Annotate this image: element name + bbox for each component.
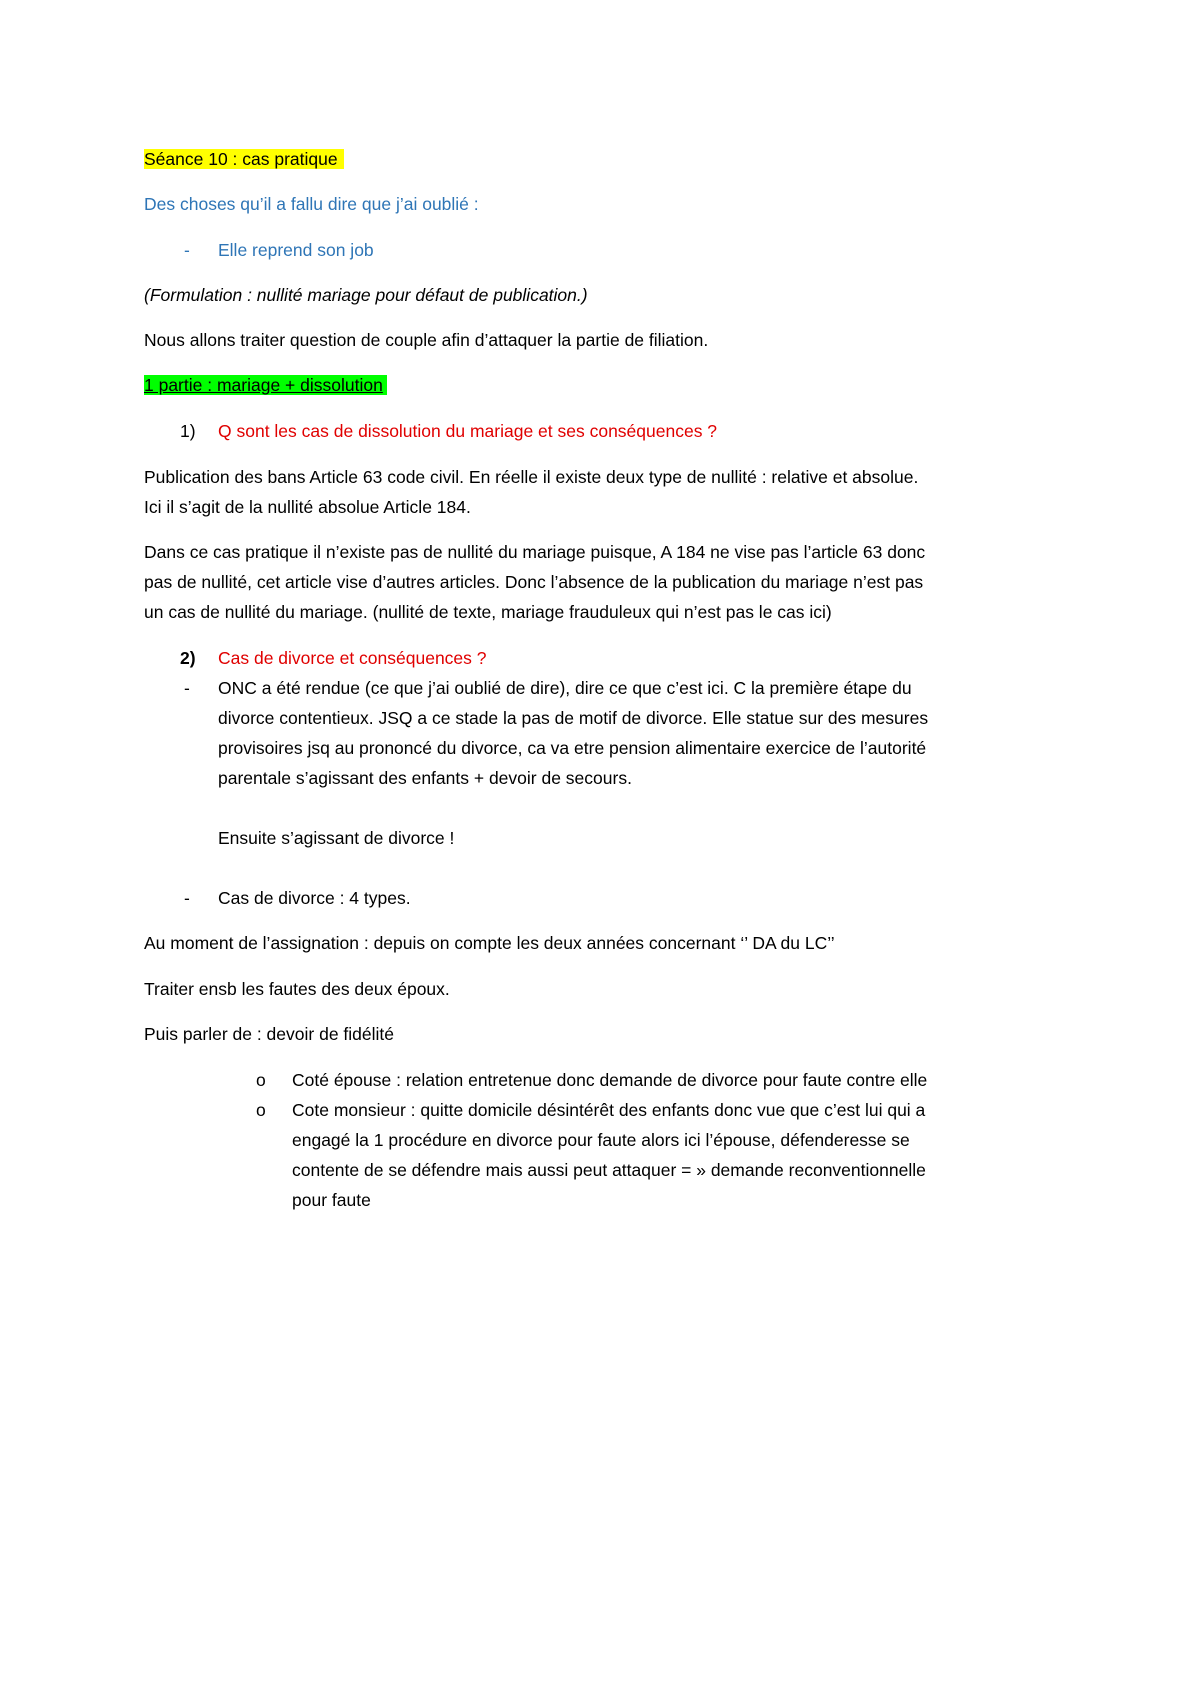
document-title — [144, 144, 1064, 174]
paragraph-nullite — [144, 537, 1064, 627]
cas-divorce-text: Cas de divorce : 4 types. — [218, 888, 411, 908]
q1-text: Q sont les cas de dissolution du mariage et ses conséquences ? — [218, 421, 718, 441]
paragraph-line: un cas de nullité du mariage. (nullité de texte, mariage frauduleux qui n’est pas le cas ici) — [144, 602, 832, 622]
paragraph-publication — [144, 462, 1064, 522]
question-2 — [144, 643, 1064, 673]
paragraph-line: Ici il s’agit de la nullité absolue Article 184. — [144, 497, 471, 517]
assignation-paragraph: Au moment de l’assignation : depuis on compte les deux années concernant ‘’ DA du LC’’ — [144, 933, 835, 953]
onc-line: provisoires jsq au prononcé du divorce, ca va etre pension alimentaire exercice de l’autorité — [218, 738, 927, 758]
traiter-paragraph: Traiter ensb les fautes des deux époux. — [144, 979, 450, 999]
dash-marker: - — [184, 678, 190, 698]
onc-line: parentale s’agissant des enfants + devoir de secours. — [218, 768, 632, 788]
puis-paragraph: Puis parler de : devoir de fidélité — [144, 1024, 394, 1044]
sub-item-epouse — [144, 1065, 1064, 1095]
sub-item-monsieur — [144, 1095, 1064, 1215]
q2-number: 2) — [180, 648, 196, 668]
dash-marker: - — [184, 240, 190, 260]
sub-item-line: engagé la 1 procédure en divorce pour faute alors ici l’épouse, défenderesse se — [292, 1130, 910, 1150]
paragraph-line: Dans ce cas pratique il n’existe pas de nullité du mariage puisque, A 184 ne vise pas l’article 63 donc — [144, 542, 926, 562]
sub-item-line: Cote monsieur : quitte domicile désintérêt des enfants donc vue que c’est lui qui a — [292, 1100, 926, 1120]
formulation-note: (Formulation : nullité mariage pour défaut de publication.) — [144, 285, 588, 305]
cas-divorce-item — [144, 883, 1064, 913]
title-highlight: Séance 10 : cas pratique — [144, 149, 344, 169]
part1-highlight: 1 partie : mariage + dissolution — [144, 375, 387, 395]
ensuite-line: Ensuite s’agissant de divorce ! — [218, 828, 455, 848]
paragraph-line: Publication des bans Article 63 code civil. En réelle il existe deux type de nullité : relative et absolue. — [144, 467, 919, 487]
onc-text — [218, 673, 928, 793]
dash-marker: - — [184, 888, 190, 908]
forgot-item-text: Elle reprend son job — [218, 240, 374, 260]
sub-item-line: pour faute — [292, 1190, 371, 1210]
onc-line: divorce contentieux. JSQ a ce stade la pas de motif de divorce. Elle statue sur des mesures — [218, 708, 929, 728]
onc-line: ONC a été rendue (ce que j’ai oublié de dire), dire ce que c’est ici. C la première étape du — [218, 678, 912, 698]
forgot-heading: Des choses qu’il a fallu dire que j’ai oublié : — [144, 194, 479, 214]
onc-list-item — [144, 673, 1064, 793]
q2-text: Cas de divorce et conséquences ? — [218, 648, 487, 668]
sub-item-text — [292, 1095, 926, 1215]
q1-number: 1) — [180, 421, 196, 441]
forgot-list-item — [144, 235, 1064, 265]
paragraph-line: pas de nullité, cet article vise d’autres articles. Donc l’absence de la publication du mariage n’est pas — [144, 572, 924, 592]
question-1 — [144, 416, 1064, 446]
sub-item-line: contente de se défendre mais aussi peut attaquer = » demande reconventionnelle — [292, 1160, 926, 1180]
intro-paragraph: Nous allons traiter question de couple afin d’attaquer la partie de filiation. — [144, 330, 709, 350]
sub-item-text: Coté épouse : relation entretenue donc demande de divorce pour faute contre elle — [292, 1070, 928, 1090]
circle-bullet-icon: o — [256, 1100, 266, 1120]
circle-bullet-icon: o — [256, 1070, 266, 1090]
part1-heading — [144, 370, 1064, 400]
